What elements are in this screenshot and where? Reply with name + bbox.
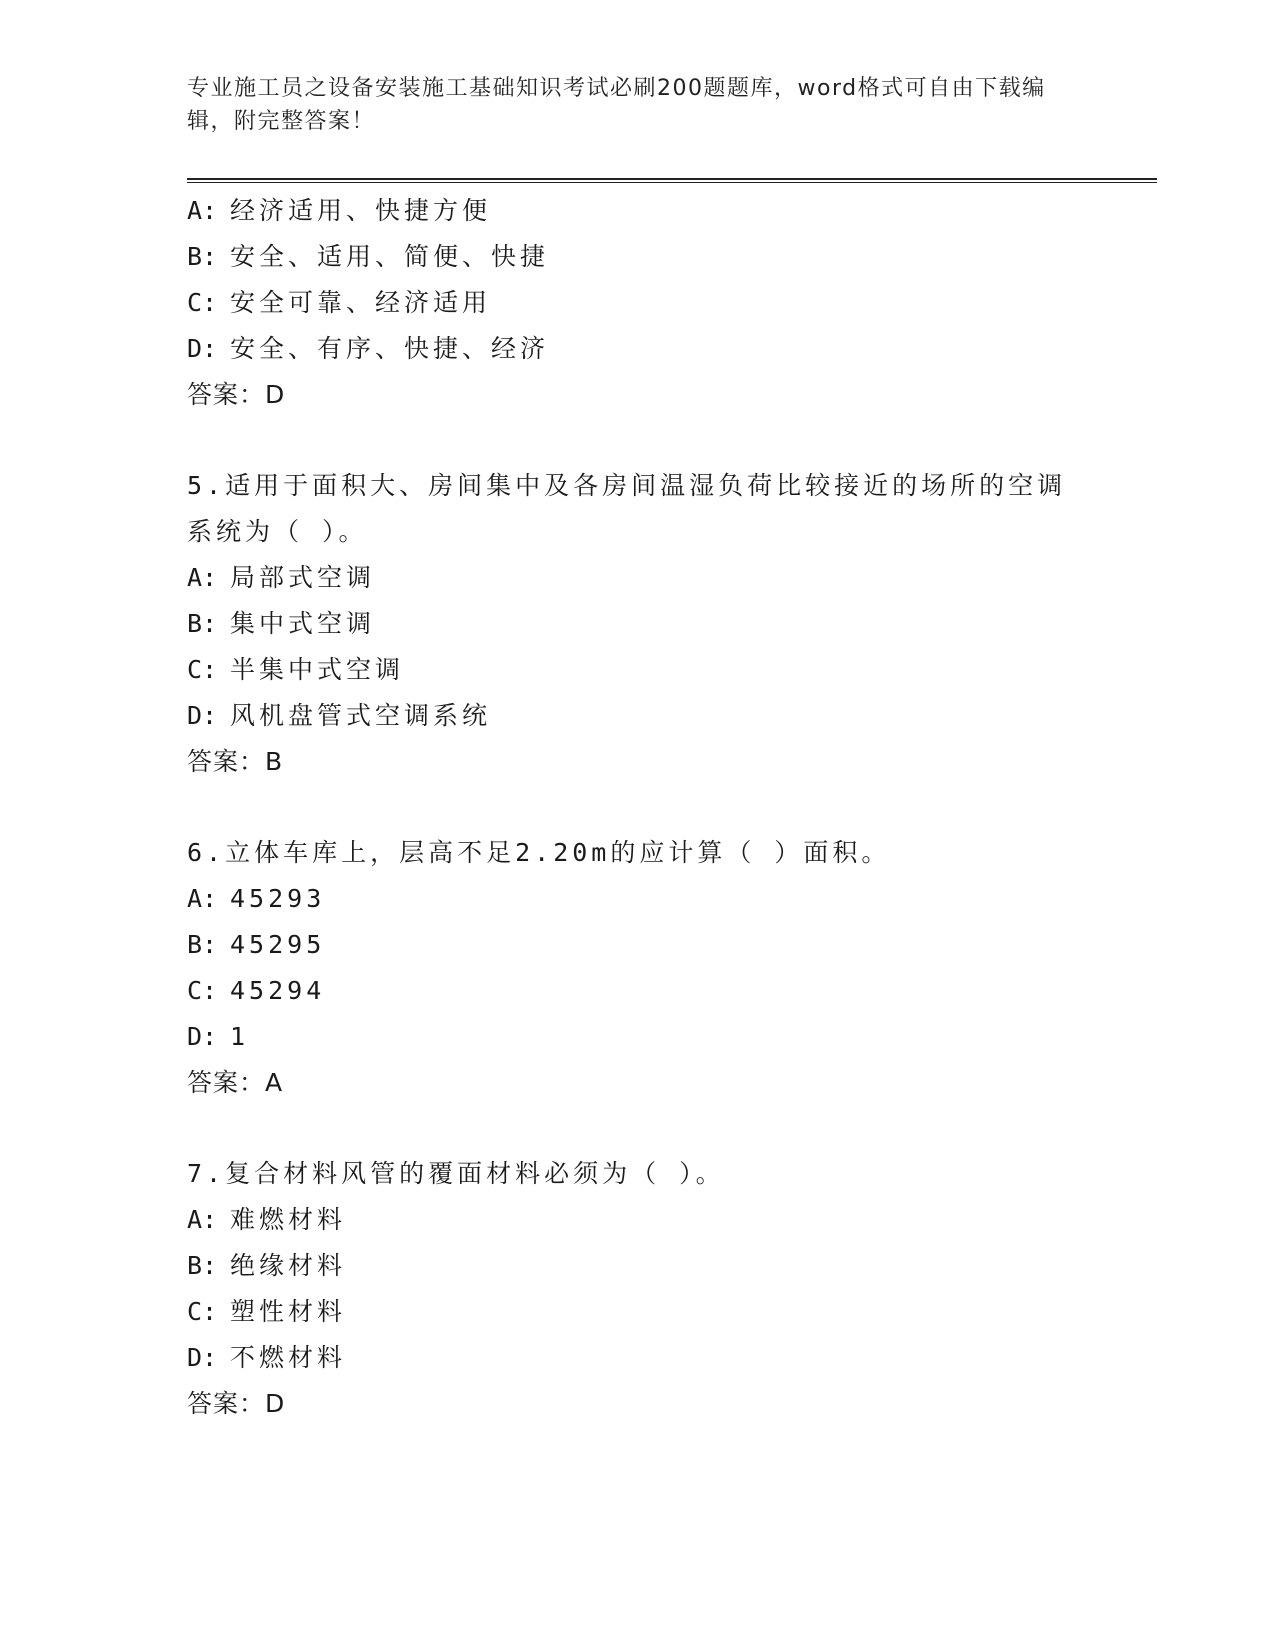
option-b bbox=[187, 1243, 1087, 1289]
option-text: 45295 bbox=[230, 930, 326, 959]
option-text: 塑性材料 bbox=[230, 1297, 347, 1326]
option-text: 绝缘材料 bbox=[230, 1251, 347, 1280]
option-text: 经济适用、快捷方便 bbox=[230, 196, 492, 225]
option-d bbox=[187, 1014, 1087, 1060]
option-letter: D: bbox=[187, 1343, 218, 1372]
option-letter: C: bbox=[187, 1297, 218, 1326]
question-block bbox=[187, 463, 1087, 785]
option-d bbox=[187, 326, 1087, 372]
option-letter: A: bbox=[187, 563, 218, 592]
option-c bbox=[187, 647, 1087, 693]
option-a bbox=[187, 876, 1087, 922]
option-letter: C: bbox=[187, 288, 218, 317]
header-rule-thin bbox=[187, 182, 1157, 183]
option-a bbox=[187, 188, 1087, 234]
question-stem: 7.复合材料风管的覆面材料必须为（ ）。 bbox=[187, 1159, 725, 1188]
question-block bbox=[187, 830, 1087, 1106]
option-text: 半集中式空调 bbox=[230, 655, 405, 684]
option-b bbox=[187, 234, 1087, 280]
option-c bbox=[187, 280, 1087, 326]
option-letter: B: bbox=[187, 242, 218, 271]
option-text: 45294 bbox=[230, 976, 326, 1005]
question-block bbox=[187, 1151, 1087, 1427]
option-text: 安全、有序、快捷、经济 bbox=[230, 334, 550, 363]
answer-line: 答案：B bbox=[187, 747, 284, 776]
option-letter: B: bbox=[187, 1251, 218, 1280]
document-header: 专业施工员之设备安装施工基础知识考试必刷200题题库，word格式可自由下载编辑，附完整答案！ bbox=[187, 76, 1046, 134]
option-letter: B: bbox=[187, 930, 218, 959]
option-text: 不燃材料 bbox=[230, 1343, 347, 1372]
option-text: 集中式空调 bbox=[230, 609, 376, 638]
header-rule bbox=[187, 178, 1157, 180]
option-letter: D: bbox=[187, 701, 218, 730]
option-text: 风机盘管式空调系统 bbox=[230, 701, 492, 730]
option-c bbox=[187, 1289, 1087, 1335]
answer-line: 答案：D bbox=[187, 1389, 286, 1418]
question-stem: 6.立体车库上，层高不足2.20m的应计算（ ）面积。 bbox=[187, 838, 891, 867]
option-letter: C: bbox=[187, 655, 218, 684]
answer-line: 答案：A bbox=[187, 1068, 284, 1097]
option-text: 安全可靠、经济适用 bbox=[230, 288, 492, 317]
option-letter: D: bbox=[187, 334, 218, 363]
option-text: 难燃材料 bbox=[230, 1205, 347, 1234]
question-block bbox=[187, 188, 1087, 418]
option-a bbox=[187, 1197, 1087, 1243]
option-b bbox=[187, 601, 1087, 647]
question-stem: 5.适用于面积大、房间集中及各房间温湿负荷比较接近的场所的空调系统为（ ）。 bbox=[187, 471, 1067, 546]
option-c bbox=[187, 968, 1087, 1014]
option-letter: C: bbox=[187, 976, 218, 1005]
answer-line: 答案：D bbox=[187, 380, 286, 409]
option-text: 45293 bbox=[230, 884, 326, 913]
option-text: 局部式空调 bbox=[230, 563, 376, 592]
option-letter: B: bbox=[187, 609, 218, 638]
option-letter: A: bbox=[187, 884, 218, 913]
option-d bbox=[187, 1335, 1087, 1381]
question-list bbox=[187, 188, 1087, 1427]
option-text: 安全、适用、简便、快捷 bbox=[230, 242, 550, 271]
option-d bbox=[187, 693, 1087, 739]
option-letter: A: bbox=[187, 196, 218, 225]
option-letter: D: bbox=[187, 1022, 218, 1051]
option-a bbox=[187, 555, 1087, 601]
option-text: 1 bbox=[230, 1022, 250, 1051]
option-b bbox=[187, 922, 1087, 968]
option-letter: A: bbox=[187, 1205, 218, 1234]
